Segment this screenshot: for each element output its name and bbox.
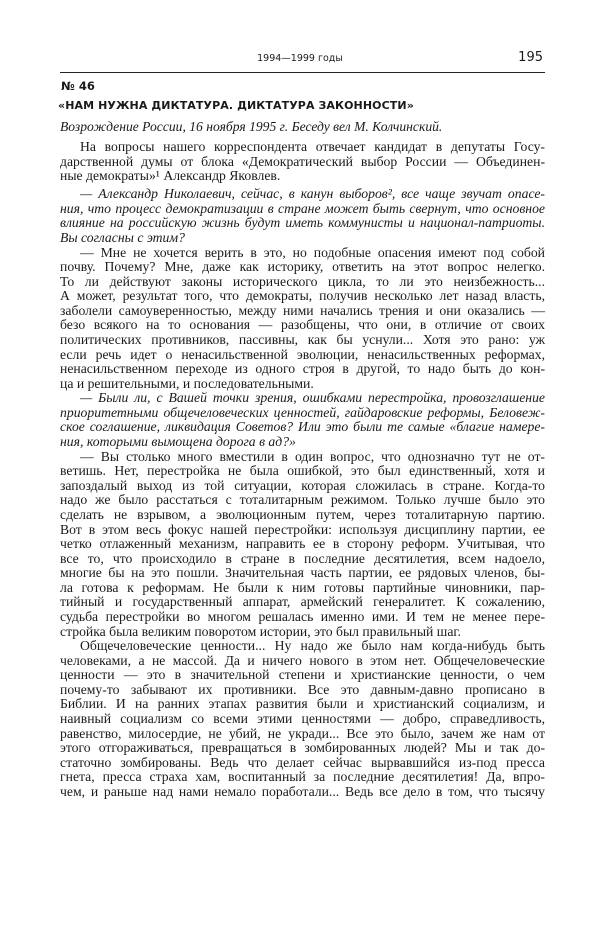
header-rule [60,72,545,73]
text-line: гнета, пресса страха хам, воспитанный за последние десятилетия! Да, впро- [60,769,545,785]
text-line: приоритетными общечеловеческих ценностей, гайдаровские реформы, Беловеж- [60,404,545,420]
interviewer-question [60,187,545,245]
text-line: равенство, милосердие, не убий, не укради... Все это было, зачем же нам от [60,725,545,741]
text-line: тийный и государственный аппарат, армейский генералитет. К сожалению, [60,594,545,610]
text-line: сделать не взрывом, а эволюционным путем, через тоталитарную партию. [60,506,545,522]
paragraph [60,246,545,392]
text-line: Библии. И на ранних этапах развития были и христианский социализм, и [60,696,545,712]
document-source: Возрождение России, 16 ноября 1995 г. Беседу вел М. Колчинский. [60,119,443,134]
text-line: заболели самоуверенностью, между ними начались трения и они оказались — [60,302,545,318]
paragraph [60,639,545,799]
text-line: политических противников, пассивны, как бы уснули... Хотя это рано: уж [60,332,545,348]
text-line: ценности — это в значительной степени и христианские ценности, о чем [60,667,545,683]
text-line: — Мне не хочется верить в это, но подобные опасения имеют под собой [80,244,545,260]
text-line: ское соглашение, ликвидация Советов? Или это были те самые «благие намере- [60,419,545,435]
text-line: чем, и раньше над нами немало поработали... Ведь все дело в том, что тысячу [60,783,545,799]
text-line: человеками, а не массой. Да и ничего нового в этом нет. Общечеловеческие [60,652,545,668]
text-line: ненасильственном переходе из одного строя в другой, то надо быть до кон- [60,361,545,377]
text-line: ветишь. Нет, перестройка не была ошибкой, это был единственный, хотя и [60,463,545,479]
text-line: — Были ли, с Вашей точки зрения, ошибками перестройка, провозглашение [80,390,545,406]
text-line: ца и решительными, и последовательными. [60,375,314,391]
text-line: этого отгораживаться, превращаться в зомбированных людей? Мы и так до- [60,740,545,756]
document-body [60,140,545,800]
text-line: ния, которыми вымощена дорога в ад?» [60,434,296,450]
text-line: ные демократы»¹ Александр Яковлев. [60,168,281,184]
text-line: четко отлаженный механизм, направить ее в сторону реформ. Учитывая, что [60,536,545,552]
text-line: Вот в этом весь фокус нашей перестройки: используя дисциплину партии, ее [60,521,545,537]
text-line: То ли действуют законы исторического цикла, то ли это неизбежность... [60,273,545,289]
text-line: многие бы на это пошли. Значительная часть партии, ее рядовых членов, бы- [60,565,545,581]
text-line: безо всякого на то основания — разобщены, что они, в отличие от своих [60,317,545,333]
text-line: А может, результат того, что демократы, получив несколько лет назад власть, [60,288,545,304]
text-line: все то, что происходило в стране в последние десятилетия, всем надоело, [60,550,545,566]
text-line: На вопросы нашего корреспондента отвечает кандидат в депутаты Госу- [80,139,545,154]
interviewer-question [60,391,545,449]
paragraph [60,140,545,184]
paragraph [60,450,545,640]
text-line: почву. Почему? Мне, даже как историку, ответить на этот вопрос нелегко. [60,259,545,275]
text-line: — Вы столько много вместили в один вопрос, что однозначно тут не от- [80,448,545,464]
text-line: надо же было расстаться с тоталитарным режимом. Только лучше было это [60,492,545,508]
document-title: «НАМ НУЖНА ДИКТАТУРА. ДИКТАТУРА ЗАКОННОСТИ» [58,99,414,112]
document-number: № 46 [61,79,95,93]
text-line: дарственной думы от блока «Демократический выбор России — Объединен- [60,153,545,169]
text-line: статочно зомбированы. Ведь что делает сейчас вырвавшийся из-под пресса [60,754,545,770]
page-number: 195 [518,50,543,65]
text-line: — Александр Николаевич, сейчас, в канун выборов², все чаще звучат опасе- [80,186,545,202]
text-line: влияние на российскую жизнь будут иметь коммунисты и национал-патриоты. [60,215,545,231]
text-line: ла готова к реформам. Не были к ним готовы партийные чиновники, пар- [60,579,545,595]
text-line: судьба перестройки во многом решалась именно ими. И тем не менее пере- [60,609,545,624]
text-line: почему-то забывают их противники. Все это давным-давно прописано в [60,681,545,697]
text-line: если речь идет о ненасильственной эволюции, ненасильственных реформах, [60,346,545,362]
text-line: стройка была великим поворотом истории, это был правильный шаг. [60,623,461,639]
text-line: запоздалый выход из той ситуации, которая сложилась в стране. Когда-то [60,477,545,493]
text-line: ния, что процесс демократизации в стране может быть свернут, что основное [60,200,545,216]
text-line: Общечеловеческие ценности... Ну надо же было нам когда-нибудь быть [80,638,545,654]
text-line: Вы согласны с этим? [60,229,185,245]
text-line: наивный социализм со всеми этими ценностями — добро, справедливость, [60,711,545,727]
running-header: 1994—1999 годы [257,53,343,64]
